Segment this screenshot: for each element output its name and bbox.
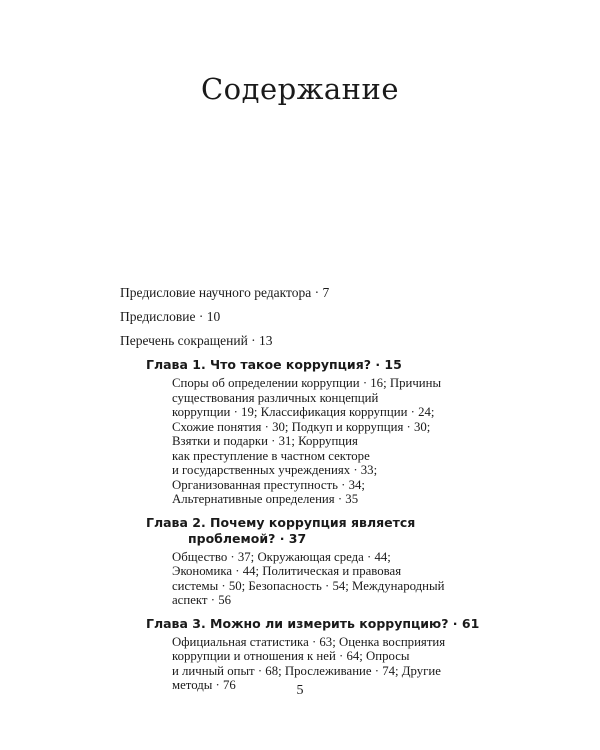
page-number: 5 [296,683,304,698]
chapter-3-line: методы · 76 [172,678,236,692]
toc-chapter-1 [120,357,500,507]
chapter-1-line: как преступление в частном секторе [172,448,370,463]
chapter-1-sections [120,373,472,507]
chapter-1-line: Альтернативные определения · 35 [172,492,359,506]
chapter-2-line: Общество · 37; Окружающая среда · 44; [172,549,391,564]
chapter-3-line: и личный опыт · 68; Прослеживание · 74; Другие [172,663,441,678]
chapter-3-title[interactable]: Глава 3. Можно ли измерить коррупцию? · 61 [146,615,480,631]
chapter-2-line: системы · 50; Безопасность · 54; Международный [172,578,445,593]
toc-entry-foreword[interactable]: Предисловие · 10 [120,309,221,324]
chapter-1-line: существования различных концепций [172,390,379,405]
chapter-1-line: и государственных учреждениях · 33; [172,463,378,477]
chapter-1-line: коррупции · 19; Классификация коррупции · 24; [172,405,435,419]
chapter-1-line: Схожие понятия · 30; Подкуп и коррупция · 30; [172,419,431,434]
chapter-1-line: Организованная преступность · 34; [172,477,365,492]
toc-entry-abbreviations[interactable]: Перечень сокращений · 13 [120,333,273,348]
table-of-contents [120,285,500,701]
chapter-2-line: Экономика · 44; Политическая и правовая [172,564,402,578]
page-title: Содержание [200,72,400,106]
chapter-1-line: Споры об определении коррупции · 16; Причины [172,376,442,390]
chapter-2-line: аспект · 56 [172,593,231,607]
toc-chapter-3 [120,616,500,693]
chapter-3-line: Официальная статистика · 63; Оценка восприятия [172,634,446,649]
toc-chapter-2 [120,515,500,608]
chapter-2-title[interactable]: Глава 2. Почему коррупция является проблемой? · 37 [146,514,416,546]
chapter-2-sections [120,547,472,608]
chapter-1-line: Взятки и подарки · 31; Коррупция [172,434,358,448]
chapter-1-title[interactable]: Глава 1. Что такое коррупция? · 15 [146,357,402,372]
toc-entry-editor-foreword[interactable]: Предисловие научного редактора · 7 [120,285,330,300]
chapter-3-line: коррупции и отношения к ней · 64; Опросы [172,649,410,663]
